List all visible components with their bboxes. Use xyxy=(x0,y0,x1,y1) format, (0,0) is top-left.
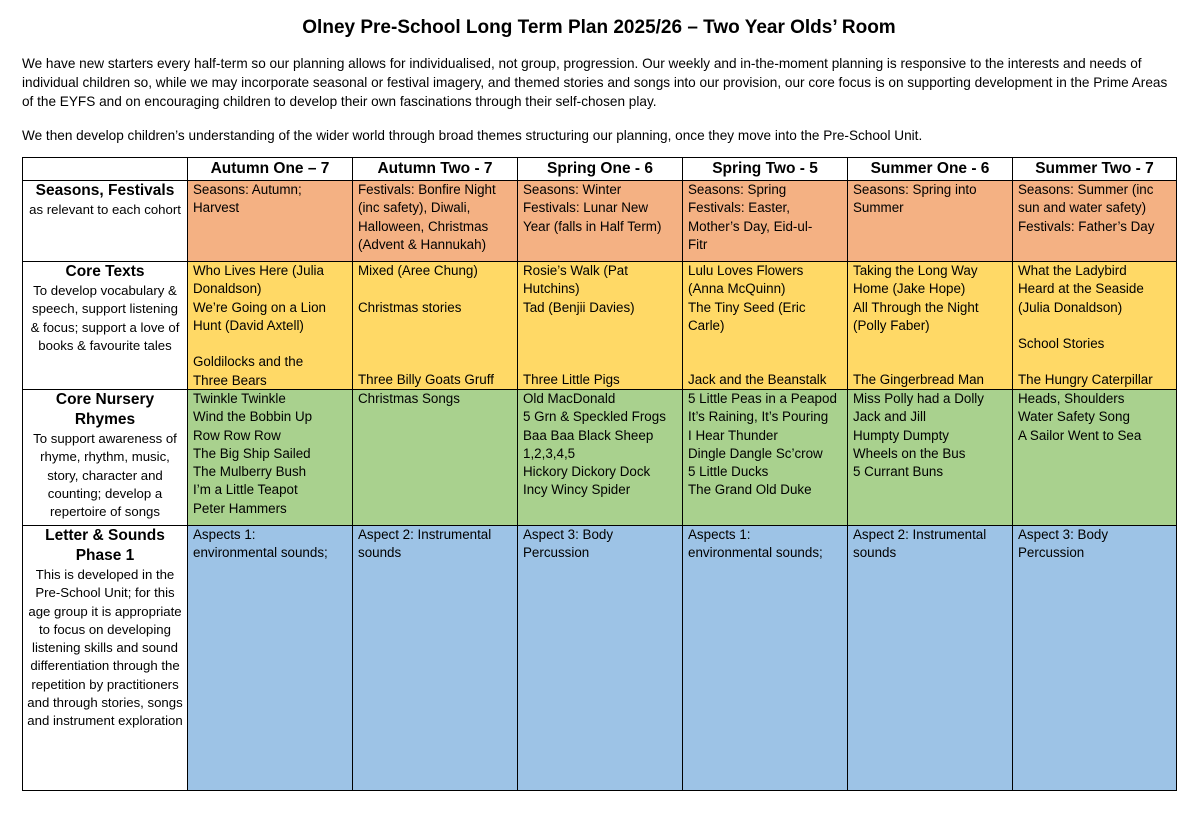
header-row xyxy=(23,158,1177,181)
cell-line: Dingle Dangle Sc’crow xyxy=(688,445,823,461)
plan-cell xyxy=(1013,181,1177,262)
cell-lines xyxy=(523,526,677,563)
cell-line: Aspect 3: Body xyxy=(1018,527,1109,542)
plan-cell xyxy=(683,262,848,390)
cell-line: Peter Hammers xyxy=(193,500,287,516)
cell-lines xyxy=(1018,526,1171,563)
cell-bottom-line: The Gingerbread Man xyxy=(853,371,985,387)
plan-cell xyxy=(188,526,353,791)
row-header-description: This is developed in the Pre-School Unit; for this age group it is appropriate to focus on developing listening skills and sound differentiation through the repetition by practitioners and through stories, songs and instrument exploration xyxy=(27,567,183,729)
cell-line: The Grand Old Duke xyxy=(688,482,812,498)
cell-line: Percussion xyxy=(523,545,590,561)
row-header-title: Core Nursery Rhymes xyxy=(55,391,155,428)
cell-line: Aspect 3: Body xyxy=(523,527,614,542)
cell-line: Aspect 2: Instrumental xyxy=(853,527,987,542)
plan-cell xyxy=(848,181,1013,262)
cell-lines xyxy=(853,526,1007,563)
cell-bottom-line: Jack and the Beanstalk xyxy=(688,371,827,387)
row-header xyxy=(23,390,188,526)
cell-lines xyxy=(523,181,677,236)
cell-line: Taking the Long Way xyxy=(853,263,978,278)
cell-lines xyxy=(688,390,842,500)
column-header: Summer One - 6 xyxy=(848,158,1013,181)
cell-lines xyxy=(688,262,842,335)
cell-line: It’s Raining, It’s Pouring xyxy=(688,409,829,425)
cell-line: I Hear Thunder xyxy=(688,427,778,443)
plan-row xyxy=(23,262,1177,390)
plan-row xyxy=(23,390,1177,526)
cell-line: Old MacDonald xyxy=(523,391,616,406)
plan-cell xyxy=(353,526,518,791)
plan-cell xyxy=(1013,526,1177,791)
cell-lines xyxy=(193,262,347,372)
plan-cell xyxy=(1013,262,1177,390)
cell-line: Row Row Row xyxy=(193,427,281,443)
cell-line: School Stories xyxy=(1018,336,1105,352)
cell-lines xyxy=(1018,390,1171,445)
intro-paragraph-2: We then develop children’s understanding of the wider world through broad themes structuring our planning, once they move into the Pre-School Unit. xyxy=(22,128,923,143)
row-header-description: To develop vocabulary & speech, support listening & focus; support a love of books & favourite tales xyxy=(30,283,180,353)
header-corner xyxy=(23,158,188,181)
cell-line: What the Ladybird xyxy=(1018,263,1127,278)
cell-line: Wind the Bobbin Up xyxy=(193,409,313,425)
cell-line: Seasons: Summer (inc xyxy=(1018,182,1154,197)
cell-line: Twinkle Twinkle xyxy=(193,391,286,406)
cell-lines xyxy=(523,262,677,317)
column-header: Autumn Two - 7 xyxy=(353,158,518,181)
cell-line: The Mulberry Bush xyxy=(193,464,307,480)
plan-cell xyxy=(518,390,683,526)
row-header-description: To support awareness of rhyme, rhythm, music, story, character and counting; develop a repertoire of songs xyxy=(33,431,177,520)
column-header: Summer Two - 7 xyxy=(1013,158,1177,181)
cell-line: 1,2,3,4,5 xyxy=(523,445,576,461)
cell-line: Home (Jake Hope) xyxy=(853,281,966,297)
cell-line: Humpty Dumpty xyxy=(853,427,949,443)
row-header xyxy=(23,262,188,390)
cell-line: Jack and Jill xyxy=(853,409,926,425)
cell-line: Year (falls in Half Term) xyxy=(523,218,662,234)
cell-line: Festivals: Easter, xyxy=(688,200,790,216)
cell-lines xyxy=(193,526,347,563)
cell-line: (Julia Donaldson) xyxy=(1018,299,1123,315)
cell-line: Baa Baa Black Sheep xyxy=(523,427,654,443)
cell-line: Aspects 1: xyxy=(193,527,256,542)
cell-line xyxy=(1018,317,1171,335)
plan-cell xyxy=(518,526,683,791)
plan-cell xyxy=(518,262,683,390)
cell-line: Mixed (Aree Chung) xyxy=(358,263,478,278)
plan-cell xyxy=(353,390,518,526)
row-header-title: Letter & Sounds Phase 1 xyxy=(45,527,165,564)
cell-lines xyxy=(853,390,1007,481)
cell-lines xyxy=(853,181,1007,218)
column-header: Autumn One – 7 xyxy=(188,158,353,181)
cell-line: Christmas Songs xyxy=(358,391,460,406)
cell-lines xyxy=(853,262,1007,335)
plan-cell xyxy=(353,262,518,390)
cell-line: Hickory Dickory Dock xyxy=(523,464,651,480)
intro-paragraph: We have new starters every half-term so our planning allows for individualised, not group, progression. Our weekly and in-the-moment planning is responsive to the interests and needs of individual children so, while we may incorporate seasonal or festival imagery, and themed stories and songs into our provision, our core focus is on supporting development in the Prime Areas of the EYFS and on encouraging children to develop their own fascinations through their self-chosen play. xyxy=(22,56,1168,109)
cell-lines xyxy=(1018,262,1171,353)
cell-lines xyxy=(358,181,512,254)
cell-lines xyxy=(1018,181,1171,236)
plan-cell xyxy=(1013,390,1177,526)
row-header-description: as relevant to each cohort xyxy=(29,202,181,217)
plan-cell xyxy=(683,526,848,791)
cell-bottom-line: Three Bears xyxy=(193,372,267,388)
plan-row xyxy=(23,526,1177,791)
plan-cell xyxy=(848,262,1013,390)
cell-line: Seasons: Autumn; xyxy=(193,182,302,197)
plan-cell xyxy=(683,390,848,526)
cell-line: Donaldson) xyxy=(193,281,262,297)
cell-line: sounds xyxy=(853,545,897,561)
cell-line: 5 Currant Buns xyxy=(853,464,944,480)
cell-line: (Polly Faber) xyxy=(853,317,930,333)
cell-line: Christmas stories xyxy=(358,299,462,315)
cell-line: Seasons: Spring xyxy=(688,182,787,197)
cell-line: environmental sounds; xyxy=(193,545,328,561)
cell-line: Percussion xyxy=(1018,545,1085,561)
cell-line: Harvest xyxy=(193,200,240,216)
cell-line: Lulu Loves Flowers xyxy=(688,263,804,278)
cell-line: Festivals: Bonfire Night xyxy=(358,182,496,197)
plan-cell xyxy=(188,390,353,526)
cell-line: I’m a Little Teapot xyxy=(193,482,298,498)
cell-lines xyxy=(523,390,677,500)
cell-line: (Advent & Hannukah) xyxy=(358,236,487,252)
cell-line: Festivals: Father’s Day xyxy=(1018,218,1155,234)
column-header: Spring One - 6 xyxy=(518,158,683,181)
cell-line: Wheels on the Bus xyxy=(853,445,966,461)
cell-line: Halloween, Christmas xyxy=(358,218,489,234)
plan-cell xyxy=(848,390,1013,526)
cell-bottom-line: Three Billy Goats Gruff xyxy=(358,371,494,387)
cell-line: Mother’s Day, Eid-ul- xyxy=(688,218,813,234)
cell-line: Incy Wincy Spider xyxy=(523,482,631,498)
cell-line: The Big Ship Sailed xyxy=(193,445,311,461)
cell-lines xyxy=(358,390,512,408)
row-header xyxy=(23,181,188,262)
cell-lines xyxy=(193,390,347,518)
cell-line: environmental sounds; xyxy=(688,545,823,561)
cell-line: Rosie’s Walk (Pat xyxy=(523,263,628,278)
page-title: Olney Pre-School Long Term Plan 2025/26 – Two Year Olds’ Room xyxy=(302,17,896,38)
cell-line: Water Safety Song xyxy=(1018,409,1130,425)
cell-line: The Tiny Seed (Eric xyxy=(688,299,806,315)
cell-line: (inc safety), Diwali, xyxy=(358,200,471,216)
plan-cell xyxy=(188,181,353,262)
row-header-title: Seasons, Festivals xyxy=(35,182,175,199)
cell-lines xyxy=(193,181,347,218)
cell-line: (Anna McQuinn) xyxy=(688,281,786,297)
cell-line: All Through the Night xyxy=(853,299,979,315)
plan-row xyxy=(23,181,1177,262)
cell-line: Tad (Benjii Davies) xyxy=(523,299,635,315)
cell-line: We’re Going on a Lion xyxy=(193,299,326,315)
cell-line: 5 Little Ducks xyxy=(688,464,769,480)
plan-cell xyxy=(683,181,848,262)
row-header-title: Core Texts xyxy=(65,263,145,280)
cell-line: Heard at the Seaside xyxy=(1018,281,1144,297)
cell-line: Hunt (David Axtell) xyxy=(193,317,304,333)
cell-lines xyxy=(358,526,512,563)
cell-line: sounds xyxy=(358,545,402,561)
cell-lines xyxy=(358,262,512,317)
cell-line: 5 Little Peas in a Peapod xyxy=(688,391,837,406)
cell-lines xyxy=(688,526,842,563)
row-header xyxy=(23,526,188,791)
cell-bottom-line: The Hungry Caterpillar xyxy=(1018,371,1153,387)
cell-line: Seasons: Winter xyxy=(523,182,622,197)
cell-line: 5 Grn & Speckled Frogs xyxy=(523,409,666,425)
column-header: Spring Two - 5 xyxy=(683,158,848,181)
plan-cell xyxy=(848,526,1013,791)
cell-line: Aspect 2: Instrumental xyxy=(358,527,492,542)
cell-line xyxy=(358,280,512,298)
cell-lines xyxy=(688,181,842,254)
cell-line: Heads, Shoulders xyxy=(1018,391,1125,406)
cell-line: Fitr xyxy=(688,236,708,252)
cell-line: Goldilocks and the xyxy=(193,354,304,370)
plan-cell xyxy=(188,262,353,390)
long-term-plan-table xyxy=(22,157,1177,791)
cell-line: sun and water safety) xyxy=(1018,200,1147,216)
cell-line: Hutchins) xyxy=(523,281,580,297)
cell-line: Carle) xyxy=(688,317,725,333)
cell-line: Seasons: Spring into xyxy=(853,182,977,197)
cell-line: Summer xyxy=(853,200,904,216)
cell-line xyxy=(193,335,347,353)
plan-cell xyxy=(518,181,683,262)
cell-line: A Sailor Went to Sea xyxy=(1018,427,1142,443)
plan-cell xyxy=(353,181,518,262)
cell-line: Miss Polly had a Dolly xyxy=(853,391,984,406)
cell-line: Festivals: Lunar New xyxy=(523,200,649,216)
cell-line: Aspects 1: xyxy=(688,527,751,542)
cell-bottom-line: Three Little Pigs xyxy=(523,371,620,387)
cell-line: Who Lives Here (Julia xyxy=(193,263,324,278)
